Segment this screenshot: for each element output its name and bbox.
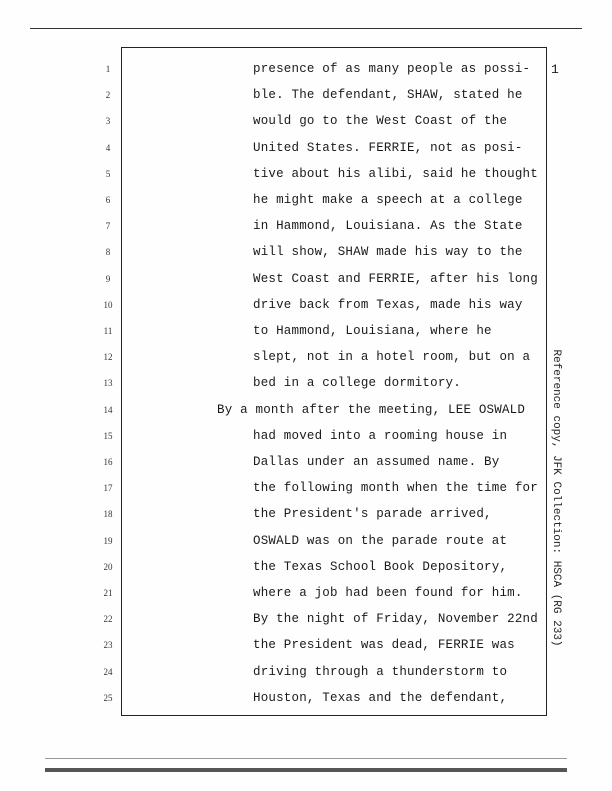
transcript-line: had moved into a rooming house in <box>253 428 508 443</box>
transcript-line: By the night of Friday, November 22nd <box>253 612 538 627</box>
line-number: 13 <box>103 378 113 389</box>
transcript-line: would go to the West Coast of the <box>253 114 508 129</box>
transcript-line: presence of as many people as possi- <box>253 62 531 76</box>
page-number: 1 <box>551 62 559 77</box>
line-number: 25 <box>103 692 113 703</box>
line-number: 3 <box>105 116 111 127</box>
line-number: 1 <box>105 64 111 74</box>
line-number: 2 <box>105 90 111 101</box>
transcript-line: he might make a speech at a college <box>253 193 523 207</box>
line-number: 8 <box>105 247 111 258</box>
line-number: 9 <box>105 273 111 284</box>
line-number: 11 <box>103 326 113 336</box>
line-number: 17 <box>103 483 113 494</box>
line-number: 12 <box>103 352 113 363</box>
line-number: 6 <box>105 195 111 205</box>
reference-stamp <box>541 349 571 647</box>
transcript-line: slept, not in a hotel room, but on a <box>253 350 531 365</box>
transcript-line: By a month after the meeting, LEE OSWALD <box>217 402 526 417</box>
transcript-line: the Texas School Book Depository, <box>253 559 508 574</box>
transcript-line: in Hammond, Louisiana. As the State <box>253 219 523 234</box>
transcript-line: driving through a thunderstorm to <box>253 664 508 679</box>
line-number: 7 <box>105 221 111 232</box>
transcript-line: Dallas under an assumed name. By <box>253 455 500 469</box>
transcript-line: the following month when the time for <box>253 481 538 496</box>
reference-stamp-text: Reference copy, JFK Collection: HSCA (RG 233) <box>550 349 562 647</box>
line-number: 22 <box>103 614 113 625</box>
transcript-line: bed in a college dormitory. <box>253 376 461 391</box>
line-number: 24 <box>103 666 113 677</box>
transcript-line: the President's parade arrived, <box>253 507 492 522</box>
line-number: 23 <box>103 640 113 651</box>
line-number: 19 <box>103 535 113 546</box>
line-number: 15 <box>103 430 113 441</box>
transcript-line: where a job had been found for him. <box>253 586 523 600</box>
transcript-line: tive about his alibi, said he thought <box>253 166 538 181</box>
transcript-line: Houston, Texas and the defendant, <box>253 690 508 705</box>
transcript-line: drive back from Texas, made his way <box>253 297 523 312</box>
line-number: 18 <box>103 509 113 520</box>
transcript-line: United States. FERRIE, not as posi- <box>253 140 523 155</box>
line-number: 20 <box>103 561 113 572</box>
line-number: 16 <box>103 457 113 467</box>
scan-bottom-line <box>45 758 567 759</box>
line-number: 21 <box>103 588 113 598</box>
line-number: 4 <box>105 142 111 153</box>
line-number: 10 <box>103 299 113 310</box>
line-number: 5 <box>105 168 111 179</box>
transcript-line: the President was dead, FERRIE was <box>253 638 515 653</box>
transcript-line: OSWALD was on the parade route at <box>253 533 508 548</box>
transcript-line: to Hammond, Louisiana, where he <box>253 324 492 338</box>
scan-bottom-edge <box>45 768 567 772</box>
line-number: 14 <box>103 404 113 415</box>
transcript-line: West Coast and FERRIE, after his long <box>253 271 538 286</box>
scan-top-edge <box>30 28 582 29</box>
transcript-line: will show, SHAW made his way to the <box>253 245 523 260</box>
transcript-line: ble. The defendant, SHAW, stated he <box>253 88 523 103</box>
